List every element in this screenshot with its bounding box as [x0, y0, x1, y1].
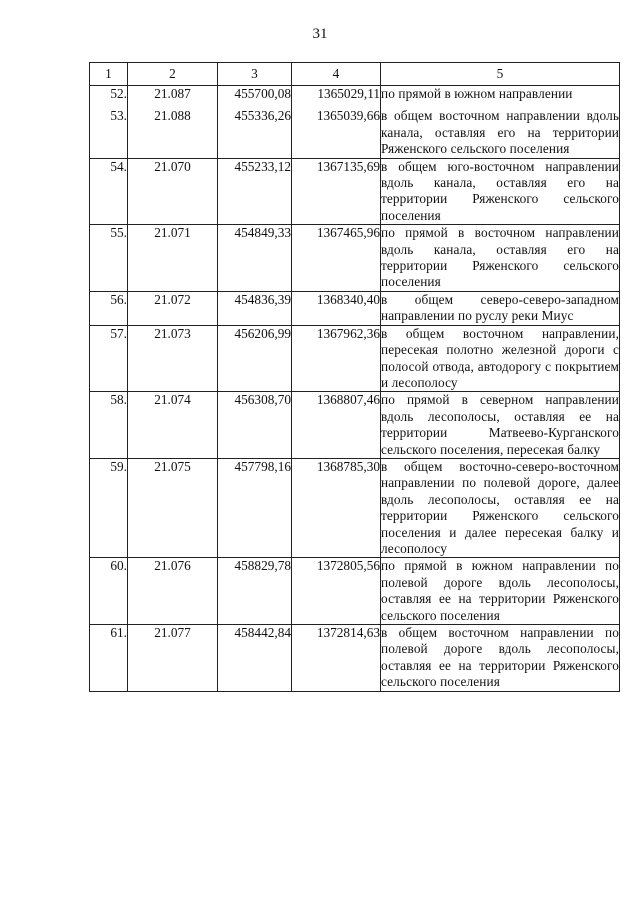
- row-number: 60.: [90, 558, 128, 625]
- coord-y: 1368340,40: [292, 291, 381, 325]
- coord-x: 458442,84: [218, 625, 292, 692]
- coord-y: 1368785,30: [292, 458, 381, 557]
- table-row: [90, 104, 620, 158]
- coord-x: 456206,99: [218, 325, 292, 392]
- point-id: 21.076: [128, 558, 218, 625]
- description: в общем восточно-северо-восточном направлении по полевой дороге, далее вдоль лесополосы, оставляя ее на территории Ряженского сельского поселения и далее пересекая балку и лесополосу: [381, 458, 619, 556]
- description: в общем восточном направлении вдоль канала, оставляя его на территории Ряженского сельского поселения: [381, 104, 620, 158]
- table-row: [90, 558, 620, 625]
- table-row: [90, 625, 620, 692]
- coord-x: 454849,33: [218, 225, 292, 292]
- row-number: 52.: [90, 86, 128, 105]
- row-number: 56.: [90, 291, 128, 325]
- description: по прямой в южном направлении по полевой дороге вдоль лесополосы, оставляя ее на территории Ряженского сельского поселения: [381, 558, 619, 623]
- table-row: [90, 158, 620, 225]
- coord-x: 455336,26: [218, 104, 292, 158]
- table-row: [90, 86, 620, 105]
- description: по прямой в северном направлении вдоль лесополосы, оставляя ее на территории Матвеево-Курганского сельского поселения, пересекая балку: [381, 392, 619, 457]
- coord-x: 456308,70: [218, 392, 292, 459]
- description: в общем юго-восточном направлении вдоль канала, оставляя его на территории Ряженского сельского поселения: [381, 158, 619, 223]
- description: в общем восточном направлении, пересекая полотно железной дороги с полосой отвода, автодорогу с покрытием и лесополосу: [381, 325, 619, 390]
- table-row: [90, 291, 620, 325]
- coord-y: 1365029,11: [292, 86, 381, 105]
- point-id: 21.088: [128, 104, 218, 158]
- header-col-1: 1: [90, 63, 128, 86]
- coord-x: 454836,39: [218, 291, 292, 325]
- coord-y: 1367962,36: [292, 325, 381, 392]
- row-number: 58.: [90, 392, 128, 459]
- description: по прямой в восточном направлении вдоль канала, оставляя его на территории Ряженского сельского поселения: [381, 225, 619, 290]
- header-col-5: 5: [381, 63, 620, 86]
- coord-y: 1365039,66: [292, 104, 381, 158]
- row-number: 59.: [90, 458, 128, 557]
- row-number: 54.: [90, 158, 128, 225]
- row-number: 53.: [90, 104, 128, 158]
- table-row: [90, 325, 620, 392]
- coord-x: 455233,12: [218, 158, 292, 225]
- point-id: 21.077: [128, 625, 218, 692]
- coord-y: 1367465,96: [292, 225, 381, 292]
- header-col-4: 4: [292, 63, 381, 86]
- table-row: [90, 392, 620, 459]
- point-id: 21.087: [128, 86, 218, 105]
- point-id: 21.072: [128, 291, 218, 325]
- point-id: 21.074: [128, 392, 218, 459]
- point-id: 21.075: [128, 458, 218, 557]
- description: в общем восточном направлении по полевой дороге вдоль лесополосы, оставляя ее на территории Ряженского сельского поселения: [381, 625, 619, 690]
- page-number: 31: [312, 26, 328, 42]
- coord-y: 1367135,69: [292, 158, 381, 225]
- coord-y: 1368807,46: [292, 392, 381, 459]
- coord-x: 457798,16: [218, 458, 292, 557]
- description: в общем северо-северо-западном направлении по руслу реки Миус: [381, 291, 619, 324]
- row-number: 57.: [90, 325, 128, 392]
- table-row: [90, 225, 620, 292]
- boundary-table: [89, 62, 620, 692]
- row-number: 55.: [90, 225, 128, 292]
- point-id: 21.071: [128, 225, 218, 292]
- point-id: 21.073: [128, 325, 218, 392]
- coord-x: 458829,78: [218, 558, 292, 625]
- header-col-3: 3: [218, 63, 292, 86]
- header-col-2: 2: [128, 63, 218, 86]
- table-row: [90, 458, 620, 557]
- coord-y: 1372814,63: [292, 625, 381, 692]
- point-id: 21.070: [128, 158, 218, 225]
- header-row: [90, 63, 620, 86]
- coord-x: 455700,08: [218, 86, 292, 105]
- coord-y: 1372805,56: [292, 558, 381, 625]
- description: по прямой в южном направлении: [381, 86, 620, 105]
- row-number: 61.: [90, 625, 128, 692]
